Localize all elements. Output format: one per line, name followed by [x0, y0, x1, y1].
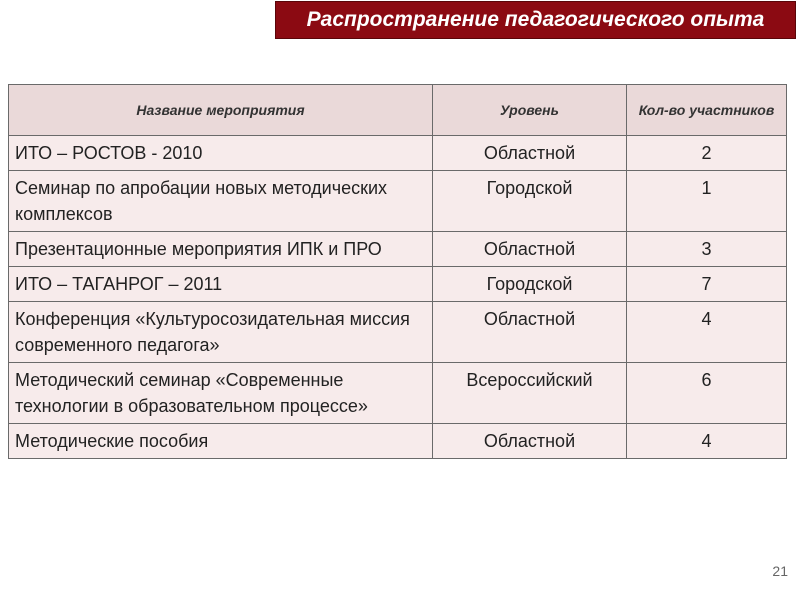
- event-count-cell: 4: [627, 424, 787, 459]
- event-name-cell: Методический семинар «Современные технологии в образовательном процессе»: [9, 363, 433, 424]
- event-count-cell: 2: [627, 136, 787, 171]
- event-count-cell: 3: [627, 232, 787, 267]
- event-name-cell: Конференция «Культуросозидательная миссия современного педагога»: [9, 302, 433, 363]
- table-row: [9, 136, 787, 171]
- event-count-cell: 1: [627, 171, 787, 232]
- table-row: [9, 302, 787, 363]
- table-row: [9, 424, 787, 459]
- header-event-name: Название мероприятия: [9, 85, 433, 136]
- table-row: [9, 267, 787, 302]
- event-name-cell: Семинар по апробации новых методических комплексов: [9, 171, 433, 232]
- header-participants: Кол-во участников: [627, 85, 787, 136]
- table-row: [9, 363, 787, 424]
- slide-title: Распространение педагогического опыта: [306, 8, 765, 31]
- event-count-cell: 6: [627, 363, 787, 424]
- event-level-cell: Всероссийский: [433, 363, 627, 424]
- event-name-cell: ИТО – РОСТОВ - 2010: [9, 136, 433, 171]
- event-level-cell: Областной: [433, 302, 627, 363]
- table-row: [9, 232, 787, 267]
- table-row: [9, 171, 787, 232]
- event-count-cell: 4: [627, 302, 787, 363]
- event-name-cell: ИТО – ТАГАНРОГ – 2011: [9, 267, 433, 302]
- events-table: [8, 84, 787, 459]
- event-name-cell: Методические пособия: [9, 424, 433, 459]
- event-count-cell: 7: [627, 267, 787, 302]
- event-level-cell: Городской: [433, 267, 627, 302]
- event-level-cell: Городской: [433, 171, 627, 232]
- event-level-cell: Областной: [433, 136, 627, 171]
- header-level: Уровень: [433, 85, 627, 136]
- slide-title-bar: [275, 1, 796, 39]
- event-level-cell: Областной: [433, 232, 627, 267]
- page-number: 21: [772, 563, 788, 579]
- table-header-row: [9, 85, 787, 136]
- event-level-cell: Областной: [433, 424, 627, 459]
- event-name-cell: Презентационные мероприятия ИПК и ПРО: [9, 232, 433, 267]
